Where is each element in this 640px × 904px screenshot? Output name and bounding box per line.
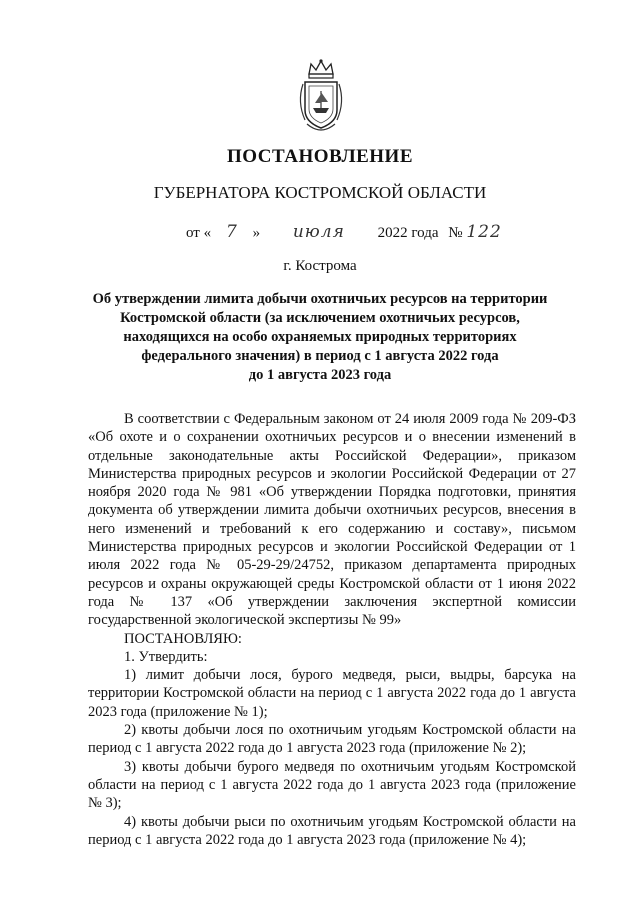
handwritten-day: 7	[225, 222, 238, 242]
subitem-2: 2) квоты добычи лося по охотничьим угодьям Костромской области на период с 1 августа 2022 года до 1 августа 2023 года (приложение № 2);	[88, 722, 576, 757]
handwritten-month: июля	[292, 222, 345, 242]
subitem-3: 3) квоты добычи бурого медведя по охотничьим угодьям Костромской области на период с 1 августа 2022 года до 1 августа 2023 года (приложение № 3);	[88, 758, 576, 812]
date-prefix: от «	[186, 225, 212, 241]
date-number-line	[186, 222, 502, 242]
heading-line: федерального значения) в период с 1 августа 2022 года	[141, 348, 499, 364]
resolve-line: ПОСТАНОВЛЯЮ:	[124, 630, 242, 647]
document-heading	[80, 290, 560, 385]
item-1: 1. Утвердить:	[124, 648, 208, 665]
date-close-quote: »	[252, 225, 261, 241]
heading-line: Об утверждении лимита добычи охотничьих ресурсов на территории	[92, 291, 548, 307]
number-sign: №	[448, 225, 463, 241]
city-line: г. Кострома	[283, 258, 357, 274]
heading-line: Костромской области (за исключением охотничьих ресурсов,	[120, 310, 520, 326]
preamble-paragraph: В соответствии с Федеральным законом от 24 июля 2009 года № 209-ФЗ «Об охоте и о сохранении охотничьих ресурсов и о внесении изменений в отдельные законодательные акты Российской Федерации», приказом Министерства природных ресурсов и экологии Российской Федерации от 27 ноября 2020 года № 981 «Об утверждении Порядка подготовки, принятия документа об утверждении лимита добычи охотничьих ресурсов, внесения в него изменений и требований к его содержанию и составу», письмом Министерства природных ресурсов и экологии Российской Федерации от 1 июля 2022 года № 05-29-29/24752, приказом департамента природных ресурсов и охраны окружающей среды Костромской области от 1 июня 2022 года № 137 «Об утверждении заключения экспертной комиссии государственной экологической экспертизы № 99»	[88, 411, 576, 629]
heading-line: находящихся на особо охраняемых природных территориях	[123, 329, 517, 345]
coat-of-arms-emblem	[295, 58, 347, 136]
document-title: ПОСТАНОВЛЕНИЕ	[226, 146, 414, 167]
issuer-line: ГУБЕРНАТОРА КОСТРОМСКОЙ ОБЛАСТИ	[153, 183, 487, 202]
date-year: 2022 года	[377, 225, 439, 241]
heading-line: до 1 августа 2023 года	[248, 367, 392, 383]
document-body	[88, 410, 576, 849]
handwritten-number: 122	[466, 222, 502, 242]
subitem-4: 4) квоты добычи рыси по охотничьим угодьям Костромской области на период с 1 августа 2022 года до 1 августа 2023 года (приложение № 4);	[88, 813, 576, 848]
subitem-1: 1) лимит добычи лося, бурого медведя, рыси, выдры, барсука на территории Костромской области на период с 1 августа 2022 года до 1 августа 2023 года (приложение № 1);	[88, 667, 576, 720]
